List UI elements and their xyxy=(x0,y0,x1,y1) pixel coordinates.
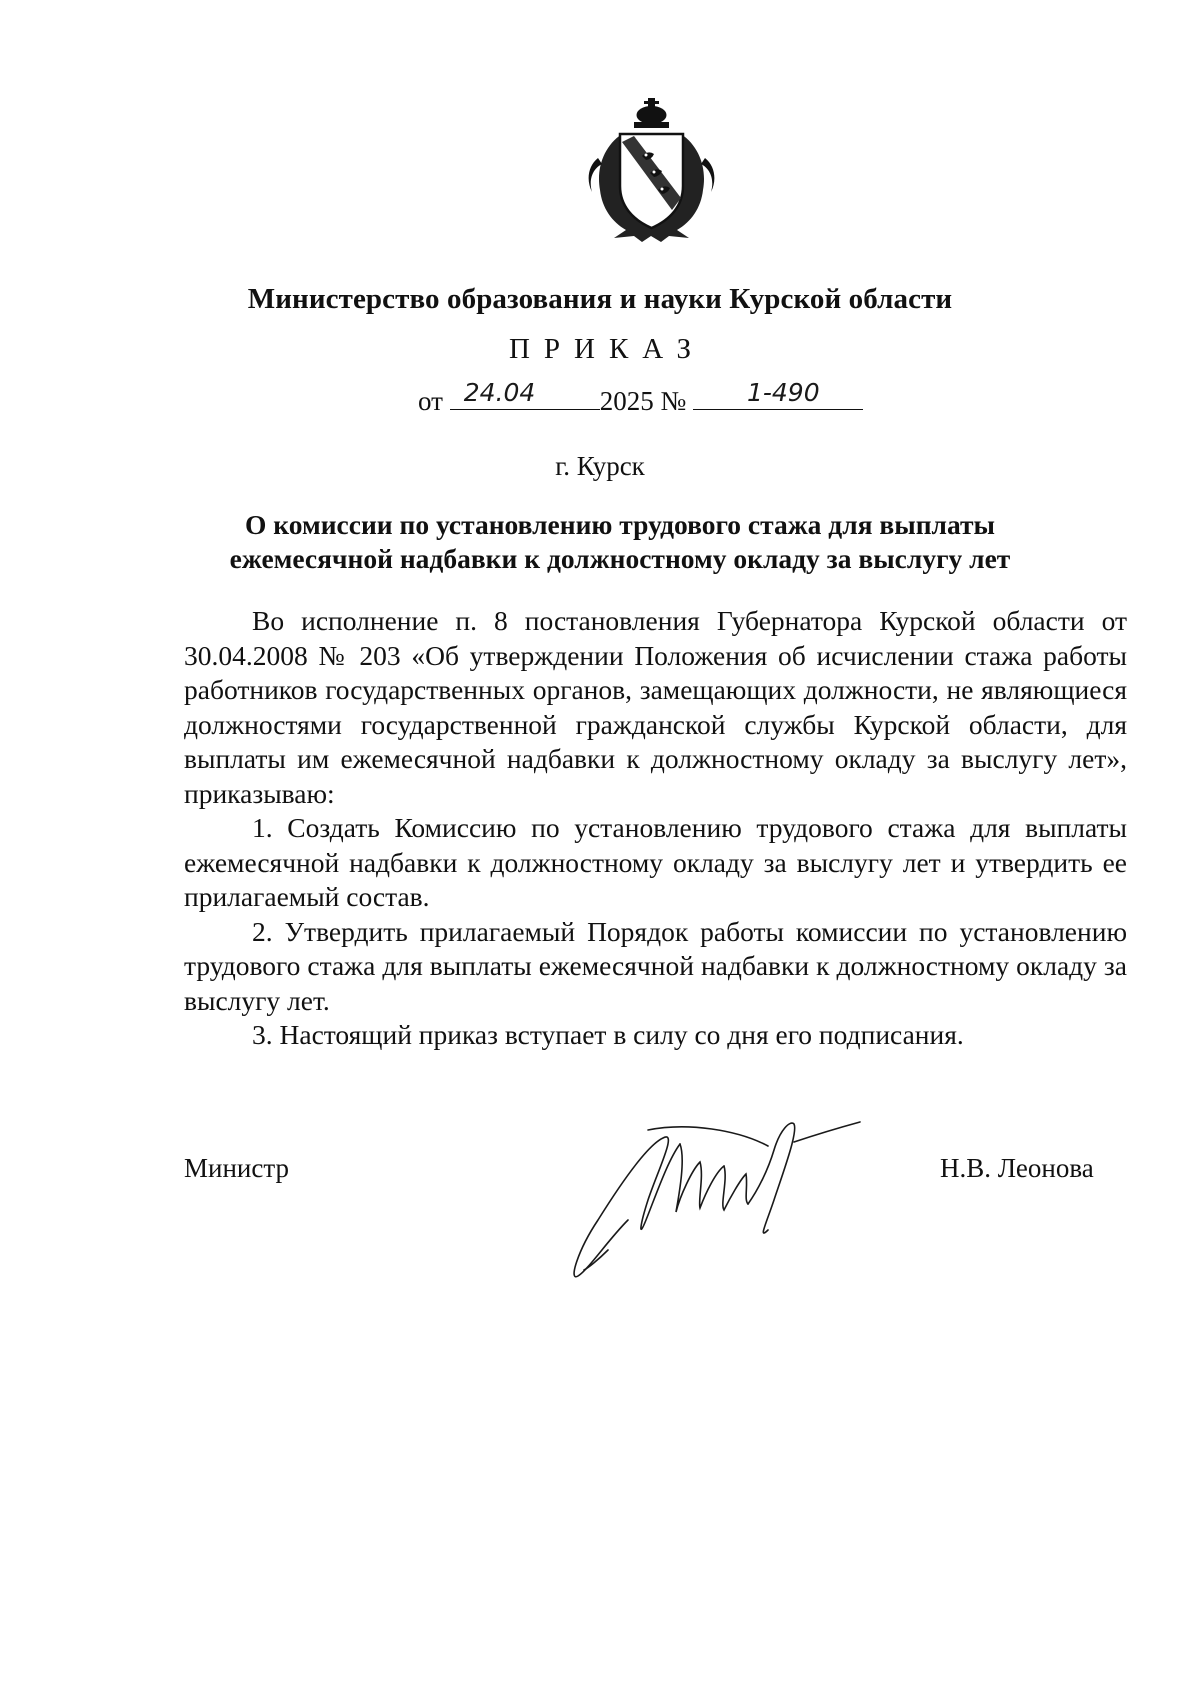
number-field xyxy=(693,378,863,410)
order-title xyxy=(190,508,1050,576)
order-item-2: 2. Утвердить прилагаемый Порядок работы комиссии по установлению трудового стажа для выплаты ежемесячной надбавки к должностному окладу за выслугу лет. xyxy=(184,915,1127,1016)
coat-of-arms-icon xyxy=(584,98,719,243)
order-item-3: 3. Настоящий приказ вступает в силу со дня его подписания. xyxy=(252,1019,964,1050)
order-title-line-1: О комиссии по установлению трудового стажа для выплаты xyxy=(245,509,995,540)
signature-icon xyxy=(568,1100,898,1280)
signatory-position: Министр xyxy=(184,1153,289,1183)
order-title-line-2: ежемесячной надбавки к должностному окладу за выслугу лет xyxy=(229,543,1011,574)
city: г. Курск xyxy=(555,451,645,481)
preamble-paragraph: Во исполнение п. 8 постановления Губернатора Курской области от 30.04.2008 № 203 «Об утверждении Положения об исчислении стажа работы работников государственных органов, замещающих должности, не являющиеся должностями государственной гражданской службы Курской области, для выплаты им ежемесячной надбавки к должностному окладу за выслугу лет», приказываю: xyxy=(184,605,1127,809)
date-field xyxy=(450,378,600,410)
date-prefix: от xyxy=(418,386,443,416)
document-type: ПРИКАЗ xyxy=(508,333,706,365)
order-item-1: 1. Создать Комиссию по установлению трудового стажа для выплаты ежемесячной надбавки к должностному окладу за выслугу лет и утвердить ее прилагаемый состав. xyxy=(184,812,1127,912)
ministry-name: Министерство образования и науки Курской области xyxy=(247,283,953,315)
number-label: № xyxy=(660,386,687,416)
signatory-name: Н.В. Леонова xyxy=(940,1153,1094,1183)
year: 2025 xyxy=(599,386,654,416)
number-handwritten: 1-490 xyxy=(746,378,820,407)
date-handwritten: 24.04 xyxy=(463,378,536,407)
date-number-line xyxy=(418,378,863,417)
order-body xyxy=(184,604,1127,1053)
